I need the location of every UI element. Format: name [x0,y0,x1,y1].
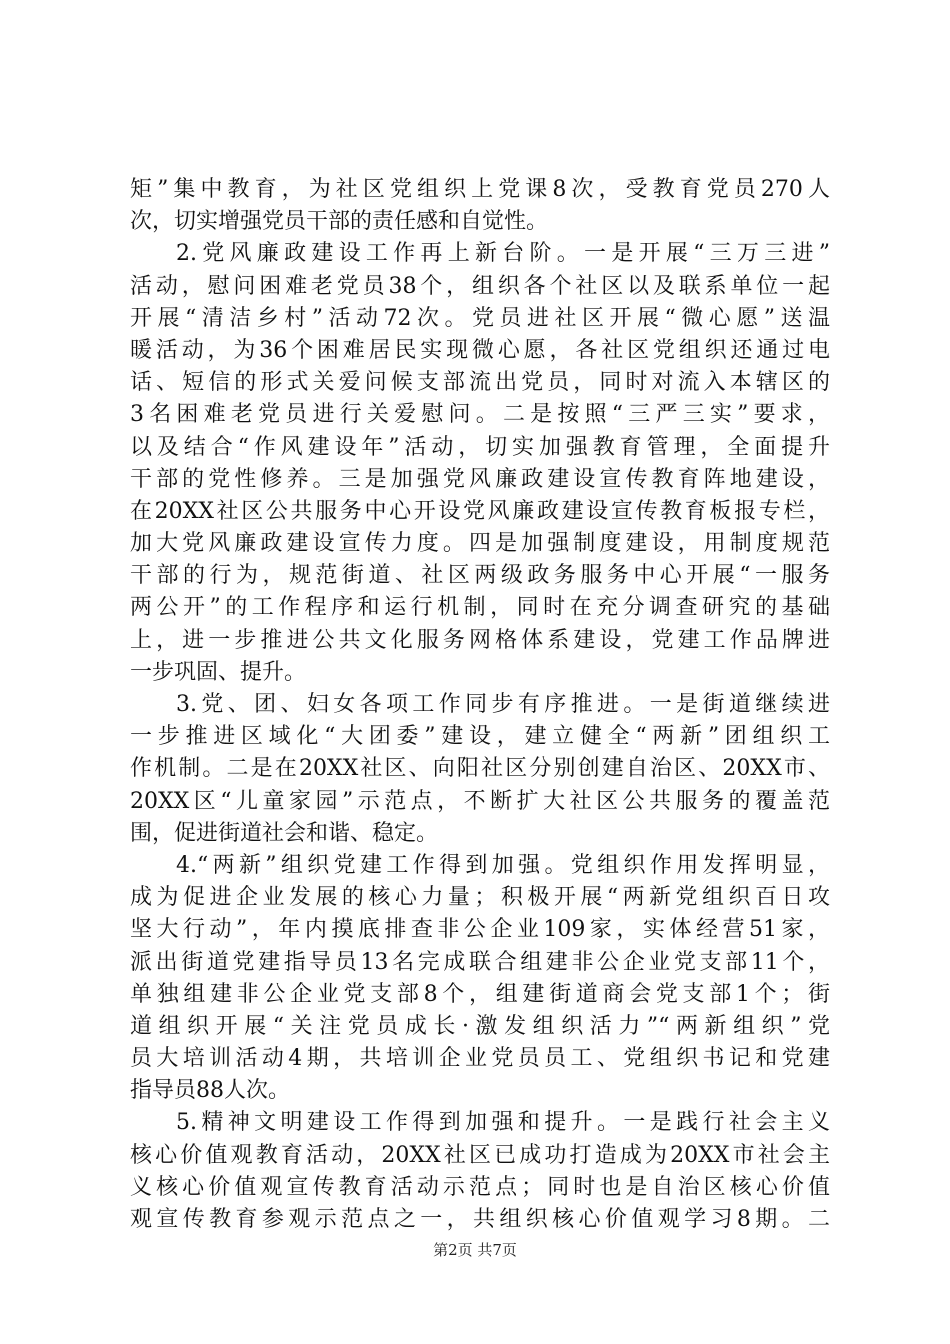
text-line: 道组织开展“关注党员成长·激发组织活力”“两新组织”党 [130,1013,830,1039]
text-line: 一步巩固、提升。 [130,659,307,685]
text-line: 4.“两新”组织党建工作得到加强。党组织作用发挥明显， [176,852,830,878]
text-line: 单独组建非公企业党支部8个，组建街道商会党支部1个；街 [130,981,830,1007]
text-line: 次，切实增强党员干部的责任感和自觉性。 [130,209,549,235]
text-line: 在20XX社区公共服务中心开设党风廉政建设宣传教育板报专栏， [130,498,830,524]
text-line: 矩”集中教育，为社区党组织上党课8次，受教育党员270人 [130,177,830,202]
text-line: 上，进一步推进公共文化服务网格体系建设，党建工作品牌进 [130,627,830,653]
text-line: 加大党风廉政建设宣传力度。四是加强制度建设，用制度规范 [130,531,830,557]
text-line: 核心价值观教育活动，20XX社区已成功打造成为20XX市社会主 [130,1142,830,1168]
text-line: 围，促进街道社会和谐、稳定。 [130,820,439,846]
text-line: 暖活动，为36个困难居民实现微心愿，各社区党组织还通过电 [130,337,830,363]
text-line: 3名困难老党员进行关爱慰问。二是按照“三严三实”要求， [130,402,830,428]
text-line: 一步推进区域化“大团委”建设，建立健全“两新”团组织工 [130,724,830,750]
text-line: 坚大行动”，年内摸底排查非公企业109家，实体经营51家， [130,917,830,943]
text-line: 5.精神文明建设工作得到加强和提升。一是践行社会主义 [176,1110,830,1136]
text-line: 义核心价值观宣传教育活动示范点；同时也是自治区核心价值 [130,1174,830,1200]
text-line: 活动，慰问困难老党员38个，组织各个社区以及联系单位一起 [130,273,830,299]
text-line: 两公开”的工作程序和运行机制，同时在充分调查研究的基础 [130,595,830,621]
text-line: 以及结合“作风建设年”活动，切实加强教育管理，全面提升 [130,434,830,460]
text-line: 指导员88人次。 [130,1078,290,1104]
text-line: 3.党、团、妇女各项工作同步有序推进。一是街道继续进 [176,692,830,717]
page-footer: 第2页 共7页 [433,1241,517,1259]
text-line: 20XX区“儿童家园”示范点，不断扩大社区公共服务的覆盖范 [130,788,830,814]
text-line: 干部的行为，规范街道、社区两级政务服务中心开展“一服务 [130,563,830,589]
text-line: 2.党风廉政建设工作再上新台阶。一是开展“三万三进” [176,241,830,267]
text-line: 员大培训活动4期，共培训企业党员员工、党组织书记和党建 [130,1046,830,1072]
text-line: 派出街道党建指导员13名完成联合组建非公企业党支部11个， [130,949,830,975]
text-line: 开展“清洁乡村”活动72次。党员进社区开展“微心愿”送温 [130,305,830,331]
document-body [130,174,830,1236]
text-line: 话、短信的形式关爱问候支部流出党员，同时对流入本辖区的 [130,370,830,396]
text-line: 成为促进企业发展的核心力量；积极开展“两新党组织百日攻 [130,885,830,911]
text-line: 作机制。二是在20XX社区、向阳社区分别创建自治区、20XX市、 [130,756,830,782]
text-line: 观宣传教育参观示范点之一，共组织核心价值观学习8期。二 [130,1207,830,1232]
text-line: 干部的党性修养。三是加强党风廉政建设宣传教育阵地建设， [130,466,830,492]
